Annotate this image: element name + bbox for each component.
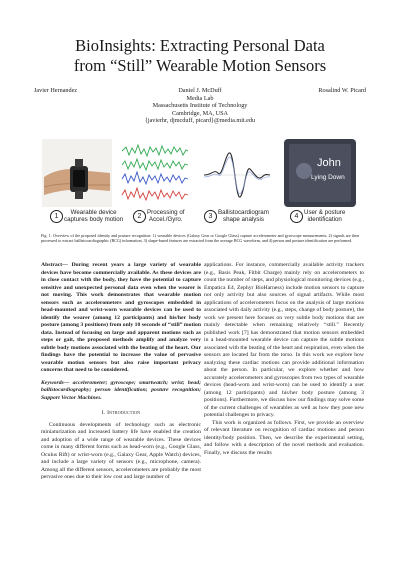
step-number: 1 — [50, 210, 63, 223]
paper-title — [0, 36, 400, 76]
right-column — [204, 262, 364, 457]
step-label-line: Accel./Gyro. — [148, 216, 183, 223]
step-number: 4 — [290, 210, 303, 223]
step-label-line: identification — [307, 216, 342, 223]
left-column — [41, 262, 201, 482]
title-line-1: BioInsights: Extracting Personal Data — [75, 36, 325, 55]
wrist-photo — [42, 139, 112, 207]
phone-name: John — [317, 157, 341, 169]
bcg-shape-panel — [200, 143, 272, 205]
author-3: Rosalind W. Picard — [318, 87, 366, 94]
step-label-line: User & posture — [304, 209, 346, 216]
step-label — [218, 209, 269, 223]
figure-caption: Fig. 1. Overview of the proposed identity and posture recognition: 1) wearable devices (Galaxy Gear or Google Glass) capture accelerometer and gyroscope measurements, 2) signals are then processed to extract ballistocardiographic (BCG) information, 3) shape-based features are extracted from the average BCG waveform, and 4) person and posture identification are performed. — [41, 233, 359, 244]
section-heading: I. Introduction — [101, 410, 141, 416]
step-number: 3 — [204, 210, 217, 223]
step-label — [304, 209, 345, 223]
step-label — [147, 209, 185, 223]
author-1: Javier Hernandez — [34, 87, 78, 94]
affiliation-line: Media Lab — [186, 94, 214, 102]
step-label-line: Wearable device — [70, 209, 117, 216]
intro-paragraph: Continuous developments of technology such as electronic miniaturization and increased battery life have enabled the creation and adoption of a wide range of wearable devices. These devices come in many different forms such as head-worn (e.g., Google Glass, Oculus Rift) or wrist-worn (e.g., Galaxy Gear, Apple Watch) devices, and include a large variety of sensors (e.g., microphone, camera). Among all the different sensors, accelerometers are probably the most pervasive ones due to their low cost and large number of — [41, 421, 201, 480]
affiliation-email: {javierhr, djmcduff, picard}@media.mit.edu — [144, 117, 256, 125]
step-label-line: shape analysis — [222, 216, 264, 223]
phone-screen — [284, 139, 356, 207]
step-label — [64, 209, 123, 223]
phone-status: Lying Down — [311, 174, 345, 181]
author-2-name: Daniel J. McDuff — [178, 87, 222, 94]
affiliation-line: Cambridge, MA, USA — [171, 109, 229, 117]
keywords: Keywords— accelerometer; gyroscope; smartwatch; wrist; head; ballistocardiography; person identification; posture recognition; Support Vector Machines. — [41, 379, 201, 401]
author-2 — [140, 87, 260, 125]
step-label-line: captures body motion — [64, 216, 124, 223]
body-paragraph: This work is organized as follows. First, we provide an overview of relevant literature on recognition of cardiac motions and person identity/body position. Then, we describe the experimental setting, and follow with a description of the novel methods and evaluation. Finally, we discuss the results — [204, 419, 364, 456]
step-number: 2 — [133, 210, 146, 223]
step-label-line: Ballistocardiogram — [218, 209, 269, 216]
title-line-2: from “Still” Wearable Motion Sensors — [73, 56, 327, 75]
step-label-line: Processing of — [147, 209, 185, 216]
affiliation-line: Massachusetts Institute of Technology — [152, 102, 248, 110]
signal-panel — [120, 143, 190, 205]
abstract: Abstract— During recent years a large variety of wearable devices have become commercially available. As these devices are in close contact with the body, they have the potential to capture sensitive and unexpected personal data even when the wearer is not moving. This work demonstrates that wearable motion sensors such as accelerometers and gyroscopes embedded in head-mounted and wrist-worn wearable devices can be used to identify the wearer (among 12 participants) and his/her body posture (among 3 positions) from only 10 seconds of “still” motion data. Instead of focusing on large and apparent motions such as steps or gait, the proposed methods amplify and analyze very subtle body motions associated with the beating of the heart. Our findings have the potential to increase the value of pervasive wearable motion sensors but also raise important privacy concerns that need to be considered. — [41, 262, 201, 373]
body-paragraph: applications. For instance, commercially available activity trackers (e.g., Basis Peak, Fitbit Charge) mainly rely on accelerometers to count the number of steps, and physiological monitoring devices (e.g., Empatica E4, Zephyr BioHarness) include motion sensors to capture not only activity but also sources of signal artifacts. While most applications of accelerometers focus on the analysis of large motions associated with daily activity (e.g., steps, change of body posture), the work we present here focuses on very subtle body motions that are mainly detectable when remaining relatively “still.” Recently published work [7] has demonstrated that motion sensors embedded in a head-mounted wearable device can capture the subtle motions associated with the beating of the heart and respiration, even when the sensors are located far from the torso. In this work we explore how analyzing these cardiac motions can provide additional information about the person. In particular, we explore whether and how accurately accelerometers and gyroscopes from two types of wearable devices (head-worn and wrist-worn) can be used to identify a user (among 12 participants) and his/her body posture (among 3 positions). Furthermore, we discuss how our findings may solve some of the current challenges of wearables as well as how they pose new potential challenges to privacy. — [204, 262, 365, 418]
